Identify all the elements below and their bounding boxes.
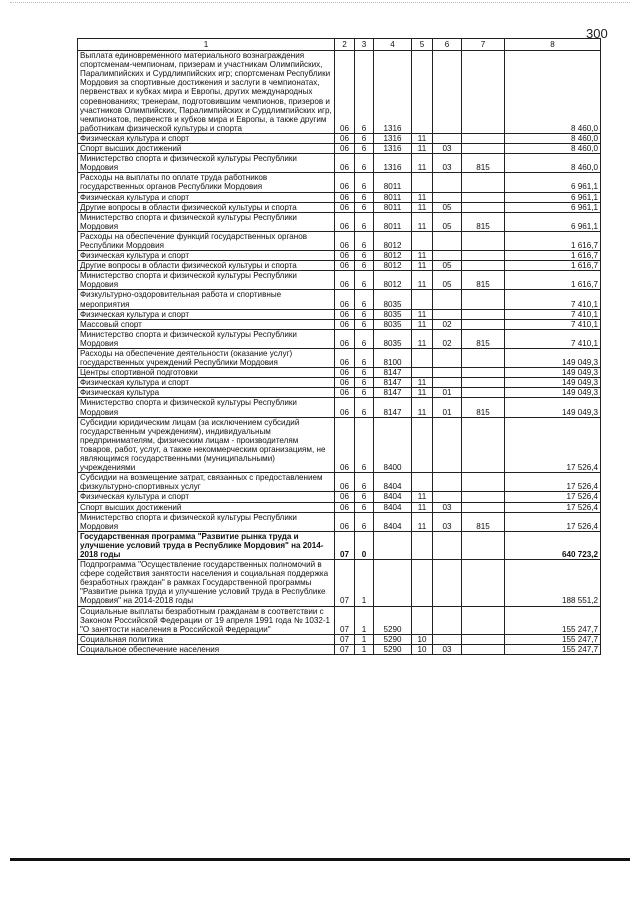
cell-ministry bbox=[462, 644, 505, 654]
cell-direction bbox=[374, 560, 412, 606]
cell-section bbox=[412, 368, 433, 378]
cell-ministry bbox=[462, 290, 505, 309]
cell-ministry: 815 bbox=[462, 271, 505, 290]
row-name: Социальное обеспечение населения bbox=[78, 644, 335, 654]
row-name: Министерство спорта и физической культуры Республики Мордовия bbox=[78, 271, 335, 290]
column-header-7: 7 bbox=[462, 39, 505, 51]
cell-amount: 17 526,4 bbox=[505, 502, 601, 512]
cell-section: 11 bbox=[412, 319, 433, 329]
cell-subsection bbox=[433, 133, 462, 143]
cell-direction bbox=[374, 531, 412, 559]
cell-direction: 8404 bbox=[374, 492, 412, 502]
column-header-6: 6 bbox=[433, 39, 462, 51]
cell-subsection bbox=[433, 368, 462, 378]
cell-program: 06 bbox=[335, 349, 355, 368]
cell-amount: 8 460,0 bbox=[505, 133, 601, 143]
cell-subprogram: 6 bbox=[355, 512, 374, 531]
table-row bbox=[78, 368, 601, 378]
cell-direction: 8011 bbox=[374, 212, 412, 231]
cell-section: 11 bbox=[412, 154, 433, 173]
table-row bbox=[78, 644, 601, 654]
cell-section: 11 bbox=[412, 492, 433, 502]
cell-subprogram: 6 bbox=[355, 154, 374, 173]
table-row bbox=[78, 512, 601, 531]
cell-amount: 6 961,1 bbox=[505, 173, 601, 192]
cell-program: 07 bbox=[335, 606, 355, 634]
column-header-1: 1 bbox=[78, 39, 335, 51]
cell-subsection: 03 bbox=[433, 512, 462, 531]
cell-subsection: 03 bbox=[433, 154, 462, 173]
row-name: Физическая культура и спорт bbox=[78, 192, 335, 202]
table-header-row bbox=[78, 39, 601, 51]
cell-section bbox=[412, 173, 433, 192]
row-name: Субсидии на возмещение затрат, связанных с предоставлением физкультурно-спортивных услуг bbox=[78, 473, 335, 492]
cell-program: 06 bbox=[335, 212, 355, 231]
row-name: Расходы на обеспечение функций государственных органов Республики Мордовия bbox=[78, 231, 335, 250]
cell-direction: 5290 bbox=[374, 644, 412, 654]
cell-ministry: 815 bbox=[462, 154, 505, 173]
cell-subsection: 01 bbox=[433, 388, 462, 398]
cell-program: 06 bbox=[335, 144, 355, 154]
cell-subprogram: 6 bbox=[355, 417, 374, 473]
cell-subsection bbox=[433, 173, 462, 192]
cell-amount: 7 410,1 bbox=[505, 309, 601, 319]
cell-program: 07 bbox=[335, 531, 355, 559]
cell-ministry bbox=[462, 231, 505, 250]
cell-amount: 17 526,4 bbox=[505, 492, 601, 502]
cell-subsection: 02 bbox=[433, 319, 462, 329]
scan-edge-marks bbox=[10, 2, 630, 7]
cell-direction: 8404 bbox=[374, 473, 412, 492]
cell-section bbox=[412, 560, 433, 606]
cell-ministry bbox=[462, 144, 505, 154]
row-name: Физическая культура и спорт bbox=[78, 133, 335, 143]
cell-subsection bbox=[433, 290, 462, 309]
cell-subprogram: 6 bbox=[355, 192, 374, 202]
cell-program: 06 bbox=[335, 251, 355, 261]
cell-amount: 149 049,3 bbox=[505, 349, 601, 368]
cell-ministry: 815 bbox=[462, 329, 505, 348]
cell-program: 06 bbox=[335, 473, 355, 492]
table-row bbox=[78, 309, 601, 319]
cell-subprogram: 6 bbox=[355, 261, 374, 271]
cell-program: 06 bbox=[335, 492, 355, 502]
cell-program: 06 bbox=[335, 502, 355, 512]
cell-amount: 6 961,1 bbox=[505, 192, 601, 202]
cell-program: 06 bbox=[335, 417, 355, 473]
row-name: Физическая культура и спорт bbox=[78, 492, 335, 502]
table-row bbox=[78, 261, 601, 271]
row-name: Министерство спорта и физической культуры Республики Мордовия bbox=[78, 329, 335, 348]
row-name: Физическая культура и спорт bbox=[78, 309, 335, 319]
row-name: Министерство спорта и физической культуры Республики Мордовия bbox=[78, 398, 335, 417]
cell-subsection bbox=[433, 473, 462, 492]
cell-subsection bbox=[433, 531, 462, 559]
cell-ministry bbox=[462, 417, 505, 473]
cell-section bbox=[412, 473, 433, 492]
table-row bbox=[78, 173, 601, 192]
cell-subprogram: 1 bbox=[355, 560, 374, 606]
cell-program: 06 bbox=[335, 398, 355, 417]
row-name: Физическая культура и спорт bbox=[78, 251, 335, 261]
cell-ministry bbox=[462, 251, 505, 261]
column-header-2: 2 bbox=[335, 39, 355, 51]
table-row bbox=[78, 398, 601, 417]
cell-program: 07 bbox=[335, 644, 355, 654]
cell-section: 10 bbox=[412, 644, 433, 654]
cell-ministry: 815 bbox=[462, 512, 505, 531]
cell-amount: 155 247,7 bbox=[505, 606, 601, 634]
row-name: Центры спортивной подготовки bbox=[78, 368, 335, 378]
row-name: Министерство спорта и физической культуры Республики Мордовия bbox=[78, 154, 335, 173]
cell-subprogram: 6 bbox=[355, 473, 374, 492]
cell-ministry: 815 bbox=[462, 212, 505, 231]
table-row bbox=[78, 192, 601, 202]
cell-subsection bbox=[433, 560, 462, 606]
cell-amount: 8 460,0 bbox=[505, 144, 601, 154]
cell-subprogram: 6 bbox=[355, 349, 374, 368]
cell-ministry bbox=[462, 51, 505, 134]
cell-ministry bbox=[462, 473, 505, 492]
row-name: Подпрограмма "Осуществление государственных полномочий в сфере содействия занятости населения и социальная поддержка безработных граждан" в рамках Государственной программы "Развитие рынка труда и улучшение условий труда в Республике Мордовия" на 2014-2018 годы bbox=[78, 560, 335, 606]
budget-table bbox=[77, 38, 601, 655]
cell-ministry bbox=[462, 634, 505, 644]
table-row bbox=[78, 388, 601, 398]
cell-section: 11 bbox=[412, 502, 433, 512]
cell-direction: 8035 bbox=[374, 329, 412, 348]
table-row bbox=[78, 51, 601, 134]
cell-program: 07 bbox=[335, 560, 355, 606]
cell-subsection bbox=[433, 634, 462, 644]
table-row bbox=[78, 202, 601, 212]
cell-subprogram: 1 bbox=[355, 644, 374, 654]
cell-amount: 17 526,4 bbox=[505, 512, 601, 531]
cell-amount: 149 049,3 bbox=[505, 388, 601, 398]
table-row bbox=[78, 154, 601, 173]
column-header-4: 4 bbox=[374, 39, 412, 51]
cell-ministry bbox=[462, 606, 505, 634]
cell-program: 06 bbox=[335, 192, 355, 202]
cell-subsection: 01 bbox=[433, 398, 462, 417]
cell-section bbox=[412, 349, 433, 368]
cell-ministry bbox=[462, 173, 505, 192]
cell-amount: 17 526,4 bbox=[505, 473, 601, 492]
cell-program: 06 bbox=[335, 512, 355, 531]
row-name: Физическая культура и спорт bbox=[78, 378, 335, 388]
cell-direction: 1316 bbox=[374, 154, 412, 173]
cell-program: 06 bbox=[335, 309, 355, 319]
cell-direction: 1316 bbox=[374, 51, 412, 134]
table-row bbox=[78, 531, 601, 559]
cell-direction: 8012 bbox=[374, 261, 412, 271]
cell-direction: 8147 bbox=[374, 398, 412, 417]
table-row bbox=[78, 329, 601, 348]
cell-subsection: 05 bbox=[433, 202, 462, 212]
cell-section: 11 bbox=[412, 512, 433, 531]
cell-section bbox=[412, 290, 433, 309]
cell-subsection bbox=[433, 378, 462, 388]
cell-subsection: 05 bbox=[433, 212, 462, 231]
cell-section: 11 bbox=[412, 261, 433, 271]
cell-amount: 1 616,7 bbox=[505, 251, 601, 261]
row-name: Министерство спорта и физической культуры Республики Мордовия bbox=[78, 512, 335, 531]
cell-section: 11 bbox=[412, 388, 433, 398]
page-number: 300 bbox=[586, 26, 608, 41]
cell-direction: 8012 bbox=[374, 271, 412, 290]
cell-subsection bbox=[433, 192, 462, 202]
cell-program: 06 bbox=[335, 319, 355, 329]
cell-subprogram: 6 bbox=[355, 271, 374, 290]
cell-subprogram: 6 bbox=[355, 51, 374, 134]
cell-subprogram: 6 bbox=[355, 251, 374, 261]
table-row bbox=[78, 319, 601, 329]
cell-section: 11 bbox=[412, 192, 433, 202]
cell-program: 06 bbox=[335, 261, 355, 271]
table-row bbox=[78, 212, 601, 231]
cell-program: 06 bbox=[335, 154, 355, 173]
cell-amount: 149 049,3 bbox=[505, 398, 601, 417]
cell-section bbox=[412, 231, 433, 250]
cell-subprogram: 6 bbox=[355, 173, 374, 192]
cell-ministry bbox=[462, 368, 505, 378]
table-body bbox=[78, 51, 601, 655]
cell-direction: 8035 bbox=[374, 290, 412, 309]
cell-subsection bbox=[433, 606, 462, 634]
cell-subsection: 05 bbox=[433, 271, 462, 290]
cell-subprogram: 0 bbox=[355, 531, 374, 559]
cell-program: 06 bbox=[335, 51, 355, 134]
table-row bbox=[78, 560, 601, 606]
cell-ministry: 815 bbox=[462, 398, 505, 417]
row-name: Выплата единовременного материального вознаграждения спортсменам-чемпионам, призерам и участникам Олимпийских, Паралимпийских и Сурдлимпийских игр; спортсменам Республики Мордовия за спортивные достижения и заслуги в чемпионатах, первенствах и кубках мира и Европы, других международных соревнованиях; тренерам, подготовившим чемпионов, призеров и участников Олимпийских, Паралимпийских и Сурдлимпийских игр, чемпионатов, первенств и кубков мира и Европы, а также другим работникам физической культуры и спорта bbox=[78, 51, 335, 134]
cell-subsection bbox=[433, 231, 462, 250]
table-row bbox=[78, 378, 601, 388]
cell-subsection bbox=[433, 492, 462, 502]
cell-subprogram: 6 bbox=[355, 309, 374, 319]
cell-section: 10 bbox=[412, 634, 433, 644]
cell-subprogram: 6 bbox=[355, 388, 374, 398]
cell-direction: 8147 bbox=[374, 378, 412, 388]
column-header-8: 8 bbox=[505, 39, 601, 51]
cell-amount: 7 410,1 bbox=[505, 329, 601, 348]
row-name: Спорт высших достижений bbox=[78, 502, 335, 512]
cell-section: 11 bbox=[412, 309, 433, 319]
cell-amount: 17 526,4 bbox=[505, 417, 601, 473]
cell-subsection: 03 bbox=[433, 144, 462, 154]
cell-direction: 1316 bbox=[374, 133, 412, 143]
cell-ministry bbox=[462, 202, 505, 212]
cell-amount: 640 723,2 bbox=[505, 531, 601, 559]
cell-amount: 188 551,2 bbox=[505, 560, 601, 606]
row-name: Социальная политика bbox=[78, 634, 335, 644]
table-row bbox=[78, 133, 601, 143]
cell-subprogram: 6 bbox=[355, 319, 374, 329]
cell-ministry bbox=[462, 192, 505, 202]
cell-section bbox=[412, 51, 433, 134]
row-name: Министерство спорта и физической культуры Республики Мордовия bbox=[78, 212, 335, 231]
cell-section: 11 bbox=[412, 202, 433, 212]
table-row bbox=[78, 492, 601, 502]
cell-amount: 1 616,7 bbox=[505, 271, 601, 290]
cell-direction: 5290 bbox=[374, 606, 412, 634]
cell-section: 11 bbox=[412, 398, 433, 417]
cell-program: 06 bbox=[335, 368, 355, 378]
cell-amount: 149 049,3 bbox=[505, 378, 601, 388]
cell-subprogram: 6 bbox=[355, 368, 374, 378]
cell-ministry bbox=[462, 349, 505, 368]
page-bottom-rule bbox=[10, 858, 630, 861]
row-name: Физическая культура bbox=[78, 388, 335, 398]
cell-subprogram: 6 bbox=[355, 144, 374, 154]
cell-program: 07 bbox=[335, 634, 355, 644]
cell-subsection: 02 bbox=[433, 329, 462, 348]
cell-subprogram: 6 bbox=[355, 329, 374, 348]
cell-section bbox=[412, 417, 433, 473]
cell-amount: 155 247,7 bbox=[505, 634, 601, 644]
cell-subsection: 05 bbox=[433, 261, 462, 271]
cell-direction: 8012 bbox=[374, 231, 412, 250]
cell-ministry bbox=[462, 560, 505, 606]
cell-ministry bbox=[462, 388, 505, 398]
cell-direction: 8400 bbox=[374, 417, 412, 473]
row-name: Государственная программа "Развитие рынка труда и улучшение условий труда в Республике Мордовия" на 2014-2018 годы bbox=[78, 531, 335, 559]
column-header-3: 3 bbox=[355, 39, 374, 51]
cell-program: 06 bbox=[335, 388, 355, 398]
cell-program: 06 bbox=[335, 202, 355, 212]
row-name: Расходы на обеспечение деятельности (оказание услуг) государственных учреждений Республики Мордовия bbox=[78, 349, 335, 368]
cell-program: 06 bbox=[335, 231, 355, 250]
cell-direction: 8147 bbox=[374, 388, 412, 398]
cell-ministry bbox=[462, 492, 505, 502]
row-name: Другие вопросы в области физической культуры и спорта bbox=[78, 261, 335, 271]
table-row bbox=[78, 417, 601, 473]
table-row bbox=[78, 251, 601, 261]
cell-ministry bbox=[462, 502, 505, 512]
cell-section bbox=[412, 606, 433, 634]
cell-subsection bbox=[433, 417, 462, 473]
row-name: Спорт высших достижений bbox=[78, 144, 335, 154]
cell-subprogram: 6 bbox=[355, 290, 374, 309]
cell-subprogram: 6 bbox=[355, 398, 374, 417]
cell-program: 06 bbox=[335, 378, 355, 388]
cell-subsection bbox=[433, 251, 462, 261]
cell-amount: 149 049,3 bbox=[505, 368, 601, 378]
cell-amount: 1 616,7 bbox=[505, 261, 601, 271]
cell-subsection: 03 bbox=[433, 502, 462, 512]
cell-section: 11 bbox=[412, 378, 433, 388]
cell-program: 06 bbox=[335, 271, 355, 290]
cell-direction: 8035 bbox=[374, 309, 412, 319]
row-name: Субсидии юридическим лицам (за исключением субсидий государственным учреждениям), индивидуальным предпринимателям, физическим лицам - производителям товаров, работ, услуг, а также некоммерческим организациям, не являющимся государственными (муниципальными) учреждениями bbox=[78, 417, 335, 473]
cell-amount: 1 616,7 bbox=[505, 231, 601, 250]
column-header-5: 5 bbox=[412, 39, 433, 51]
cell-subprogram: 6 bbox=[355, 212, 374, 231]
cell-ministry bbox=[462, 309, 505, 319]
table-row bbox=[78, 606, 601, 634]
cell-ministry bbox=[462, 133, 505, 143]
cell-program: 06 bbox=[335, 133, 355, 143]
cell-ministry bbox=[462, 261, 505, 271]
cell-ministry bbox=[462, 378, 505, 388]
cell-amount: 155 247,7 bbox=[505, 644, 601, 654]
cell-section bbox=[412, 531, 433, 559]
cell-direction: 8147 bbox=[374, 368, 412, 378]
table-row bbox=[78, 349, 601, 368]
cell-amount: 7 410,1 bbox=[505, 319, 601, 329]
row-name: Социальные выплаты безработным гражданам в соответствии с Законом Российской Федерации от 19 апреля 1991 года № 1032-1 "О занятости населения в Российской Федерации" bbox=[78, 606, 335, 634]
cell-direction: 8035 bbox=[374, 319, 412, 329]
cell-section: 11 bbox=[412, 271, 433, 290]
cell-section: 11 bbox=[412, 251, 433, 261]
cell-subprogram: 6 bbox=[355, 492, 374, 502]
cell-direction: 5290 bbox=[374, 634, 412, 644]
cell-direction: 8404 bbox=[374, 502, 412, 512]
cell-amount: 7 410,1 bbox=[505, 290, 601, 309]
cell-direction: 1316 bbox=[374, 144, 412, 154]
cell-subsection bbox=[433, 309, 462, 319]
cell-program: 06 bbox=[335, 329, 355, 348]
cell-amount: 6 961,1 bbox=[505, 202, 601, 212]
cell-amount: 8 460,0 bbox=[505, 154, 601, 173]
cell-program: 06 bbox=[335, 290, 355, 309]
cell-subprogram: 6 bbox=[355, 378, 374, 388]
cell-section: 11 bbox=[412, 133, 433, 143]
row-name: Массовый спорт bbox=[78, 319, 335, 329]
cell-direction: 8011 bbox=[374, 173, 412, 192]
table-row bbox=[78, 502, 601, 512]
table-row bbox=[78, 634, 601, 644]
table-row bbox=[78, 231, 601, 250]
cell-direction: 8011 bbox=[374, 202, 412, 212]
cell-ministry bbox=[462, 531, 505, 559]
cell-subprogram: 6 bbox=[355, 231, 374, 250]
table-row bbox=[78, 290, 601, 309]
cell-subprogram: 6 bbox=[355, 133, 374, 143]
cell-direction: 8100 bbox=[374, 349, 412, 368]
cell-direction: 8404 bbox=[374, 512, 412, 531]
cell-ministry bbox=[462, 319, 505, 329]
row-name: Расходы на выплаты по оплате труда работников государственных органов Республики Мордовия bbox=[78, 173, 335, 192]
cell-subprogram: 6 bbox=[355, 502, 374, 512]
row-name: Физкультурно-оздоровительная работа и спортивные мероприятия bbox=[78, 290, 335, 309]
cell-direction: 8012 bbox=[374, 251, 412, 261]
cell-direction: 8011 bbox=[374, 192, 412, 202]
cell-section: 11 bbox=[412, 144, 433, 154]
cell-section: 11 bbox=[412, 329, 433, 348]
table-row bbox=[78, 144, 601, 154]
cell-subsection bbox=[433, 349, 462, 368]
table-row bbox=[78, 271, 601, 290]
row-name: Другие вопросы в области физической культуры и спорта bbox=[78, 202, 335, 212]
cell-amount: 8 460,0 bbox=[505, 51, 601, 134]
cell-subprogram: 1 bbox=[355, 606, 374, 634]
table-row bbox=[78, 473, 601, 492]
cell-program: 06 bbox=[335, 173, 355, 192]
cell-subsection: 03 bbox=[433, 644, 462, 654]
cell-subsection bbox=[433, 51, 462, 134]
cell-section: 11 bbox=[412, 212, 433, 231]
cell-subprogram: 6 bbox=[355, 202, 374, 212]
cell-amount: 6 961,1 bbox=[505, 212, 601, 231]
cell-subprogram: 1 bbox=[355, 634, 374, 644]
